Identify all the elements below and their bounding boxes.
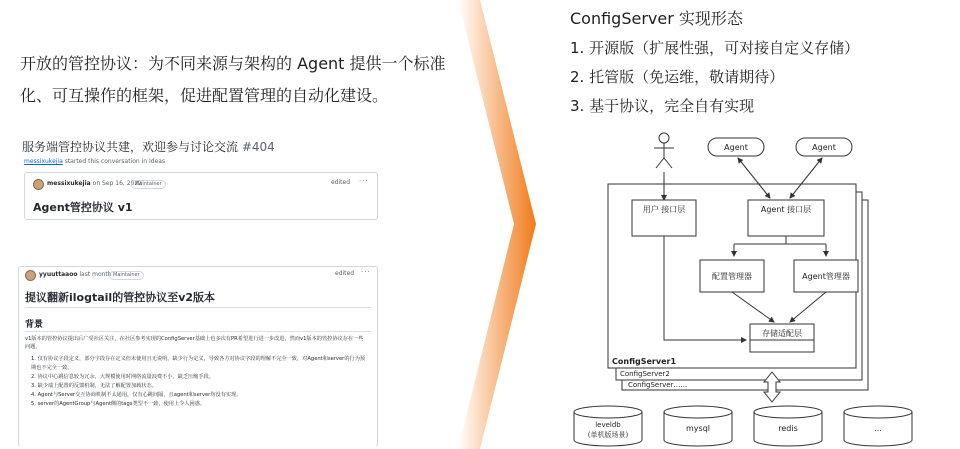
comment-title: 提议翻新ilogtail的管控协议至v2版本 bbox=[25, 291, 216, 304]
edited-label[interactable]: edited bbox=[331, 179, 351, 186]
list-item: 3. 缺少端上配置的反馈机制，无法了解配置加载状态。 bbox=[31, 383, 157, 389]
agent-manager-label: Agent管理器 bbox=[802, 272, 850, 281]
server-label-n: ConfigServer…… bbox=[628, 381, 688, 389]
implementation-list bbox=[570, 34, 859, 121]
db-label: leveldb bbox=[595, 421, 621, 429]
comment-meta bbox=[39, 271, 112, 278]
agent-label: Agent bbox=[812, 143, 836, 152]
list-item: 4. Agent与Server交互协商机制不太通用，仅有心跳间隔，且agent和server均没有实现。 bbox=[31, 392, 242, 398]
avatar bbox=[33, 179, 44, 190]
db-label: ... bbox=[874, 424, 882, 433]
list-item: 2. 托管版（免运维，敬请期待） bbox=[570, 68, 785, 86]
comment-user[interactable]: yyuuttaaoo bbox=[39, 271, 78, 278]
database-leveldb bbox=[574, 406, 642, 446]
divider bbox=[25, 331, 371, 332]
list-item: 1. 仅有协议字段定义，部分字段存在定义但未使用且无说明，缺少行为定义，导致各方对协议字段的理解不完全一致，对Agent和server的行为预期也不完全一致。 bbox=[31, 356, 366, 371]
comment-title: Agent管控协议 v1 bbox=[33, 201, 133, 214]
comment-date: last month bbox=[79, 271, 112, 278]
comment-card-1 bbox=[24, 172, 378, 220]
comment-user[interactable]: messixukejia bbox=[47, 180, 91, 187]
right-title: ConfigServer 实现形态 bbox=[570, 9, 743, 28]
started-user-link[interactable]: messixukejia bbox=[24, 158, 63, 165]
maintainer-badge: Maintainer bbox=[131, 180, 166, 189]
database-other bbox=[844, 406, 912, 446]
edited-label[interactable]: edited bbox=[335, 270, 355, 277]
more-options-icon[interactable]: ··· bbox=[359, 177, 369, 185]
user-icon bbox=[654, 133, 674, 168]
list-item: 1. 开源版（扩展性强，可对接自定义存储） bbox=[570, 39, 860, 57]
started-text: started this conversation in Ideas bbox=[64, 158, 166, 165]
config-manager-label: 配置管理器 bbox=[712, 272, 752, 281]
agent-label: Agent bbox=[724, 143, 748, 152]
list-item: 2. 协议中心跳信息较为冗余，大规模使用时网络流量浪费不小，缺乏压缩手段。 bbox=[31, 374, 214, 380]
discussion-started bbox=[24, 158, 165, 165]
intro-text: 开放的管控协议：为不同来源与架构的 Agent 提供一个标准化、可互操作的框架，促进配置管理的自动化建设。 bbox=[20, 54, 446, 105]
server-label-1: ConfigServer1 bbox=[612, 357, 677, 366]
database-mysql bbox=[664, 406, 732, 446]
chevron-right-icon bbox=[458, 0, 538, 449]
avatar bbox=[25, 270, 36, 281]
user-layer-label: 用户 接口层 bbox=[642, 205, 686, 214]
list-item: 5. server的AgentGroup与Agent侧的tags类型不一致，使用上令人困惑。 bbox=[31, 401, 206, 407]
divider bbox=[25, 307, 371, 308]
section-title: 背景 bbox=[25, 320, 44, 330]
issues-list bbox=[31, 355, 369, 409]
list-item: 3. 基于协议，完全自有实现 bbox=[570, 97, 755, 115]
comment-card-2 bbox=[18, 266, 378, 447]
maintainer-badge: Maintainer bbox=[109, 271, 144, 280]
discussion-title-text: 服务端管控协议共建，欢迎参与讨论交流 bbox=[22, 140, 239, 154]
database-redis bbox=[754, 406, 822, 446]
background-paragraph: v1版本的管控协议提出后广受社区关注，在社区参考实现的ConfigServer基础上也多次有PR希望进行进一步改进，然而v1版本的管控协议存在一些问题。 bbox=[25, 336, 364, 350]
architecture-diagram bbox=[560, 128, 950, 449]
agent-layer-label: Agent 接口层 bbox=[760, 205, 812, 214]
comment-date: on Sep 16, 2022 bbox=[92, 180, 142, 187]
storage-adapter-label: 存储适配层 bbox=[762, 329, 802, 338]
discussion-title bbox=[22, 138, 275, 155]
db-label: redis bbox=[778, 424, 798, 433]
more-options-icon[interactable]: ··· bbox=[361, 268, 371, 276]
server-label-2: ConfigServer2 bbox=[620, 370, 670, 378]
db-sublabel: (单机版场景) bbox=[587, 431, 629, 439]
discussion-number: #404 bbox=[241, 140, 275, 154]
comment-meta bbox=[47, 180, 142, 187]
db-label: mysql bbox=[686, 424, 710, 433]
